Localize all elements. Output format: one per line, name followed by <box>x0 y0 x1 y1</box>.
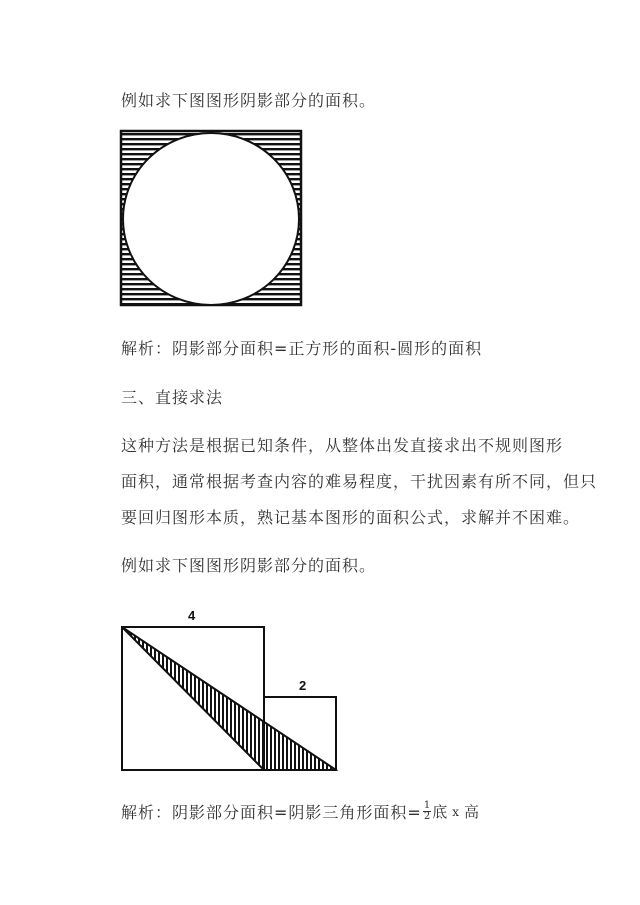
formula-height: 高 <box>464 803 480 821</box>
fraction-half <box>423 801 431 822</box>
analysis-2-prefix: 解析：阴影部分面积=阴影三角形面积= <box>121 803 422 822</box>
formula-base: 底 <box>432 803 448 821</box>
label-4: 4 <box>188 608 196 623</box>
fraction-denominator: 2 <box>423 811 431 822</box>
diagonal-big <box>122 627 264 770</box>
section-heading: 三、直接求法 <box>121 388 224 407</box>
formula-times: x <box>452 804 459 819</box>
example-1-text: 例如求下图图形阴影部分的面积。 <box>121 91 377 110</box>
label-2: 2 <box>299 678 307 693</box>
fraction-numerator: 1 <box>423 800 431 811</box>
example-2-text: 例如求下图图形阴影部分的面积。 <box>121 556 377 575</box>
two-squares-figure <box>118 600 358 775</box>
body-line-3: 要回归图形本质，熟记基本图形的面积公式，求解并不困难。 <box>121 508 581 527</box>
circle-in-square-figure <box>118 128 304 308</box>
analysis-2-formula <box>121 800 479 823</box>
analysis-1-text: 解析：阴影部分面积=正方形的面积-圆形的面积 <box>121 339 483 358</box>
body-line-1: 这种方法是根据已知条件，从整体出发直接求出不规则图形 <box>121 436 564 455</box>
body-line-2: 面积，通常根据考查内容的难易程度，干扰因素有所不同，但只 <box>121 472 598 491</box>
diagonal-to-corner <box>122 627 336 770</box>
circle-white <box>123 133 299 305</box>
